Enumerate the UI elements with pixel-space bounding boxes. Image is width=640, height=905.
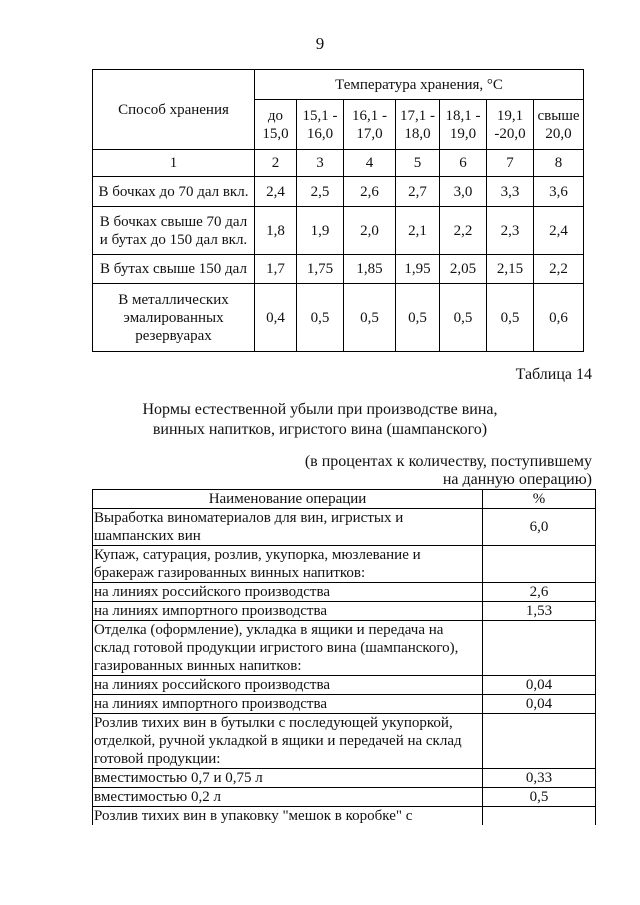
cell-value: 2,7 (396, 177, 440, 207)
column-number: 1 (93, 150, 255, 177)
table-row (93, 807, 596, 826)
range-header: 19,1 -20,0 (487, 100, 534, 150)
page-number: 9 (315, 34, 325, 53)
cell-value: 0,5 (487, 284, 534, 352)
cell-value: 2,5 (297, 177, 344, 207)
cell-value: 0,5 (297, 284, 344, 352)
method-header: Способ хранения (93, 70, 255, 150)
table-row (93, 207, 584, 255)
table-row (93, 284, 584, 352)
operation-name: на линиях российского производства (93, 583, 483, 602)
table-row (93, 509, 596, 546)
percent-value (483, 714, 596, 769)
column-number: 4 (344, 150, 396, 177)
column-number: 2 (255, 150, 297, 177)
cell-value: 1,9 (297, 207, 344, 255)
cell-value: 0,6 (534, 284, 584, 352)
percent-value (483, 807, 596, 826)
table-row (93, 177, 584, 207)
cell-value: 1,85 (344, 255, 396, 284)
percent-header: % (483, 490, 596, 509)
percent-value: 6,0 (483, 509, 596, 546)
row-label: В бочках свыше 70 дал и бутах до 150 дал вкл. (93, 207, 255, 255)
cell-value: 1,8 (255, 207, 297, 255)
cell-value: 3,6 (534, 177, 584, 207)
units-note-line: на данную операцию) (442, 471, 592, 488)
cell-value: 0,5 (440, 284, 487, 352)
cell-value: 0,5 (344, 284, 396, 352)
cell-value: 2,3 (487, 207, 534, 255)
cell-value: 1,75 (297, 255, 344, 284)
column-number: 6 (440, 150, 487, 177)
temperature-header: Температура хранения, °С (255, 70, 584, 100)
percent-value (483, 621, 596, 676)
cell-value: 3,0 (440, 177, 487, 207)
percent-value: 0,5 (483, 788, 596, 807)
range-header: 17,1 - 18,0 (396, 100, 440, 150)
range-header: 16,1 - 17,0 (344, 100, 396, 150)
row-label: В бутах свыше 150 дал (93, 255, 255, 284)
table-row (93, 621, 596, 676)
row-label: В металлических эмалированных резервуарах (93, 284, 255, 352)
natural-loss-table (92, 489, 596, 825)
table-row (93, 583, 596, 602)
range-header: 18,1 - 19,0 (440, 100, 487, 150)
operation-name: Выработка виноматериалов для вин, игристых и шампанских вин (93, 509, 483, 546)
table-row (93, 695, 596, 714)
cell-value: 0,4 (255, 284, 297, 352)
table-row (93, 714, 596, 769)
operation-name: Отделка (оформление), укладка в ящики и передача на склад готовой продукции игристого вина (шампанского), газированных винных напитков: (93, 621, 483, 676)
operation-name: вместимостью 0,7 и 0,75 л (93, 769, 483, 788)
cell-value: 2,15 (487, 255, 534, 284)
cell-value: 1,7 (255, 255, 297, 284)
percent-value (483, 546, 596, 583)
table-row (93, 602, 596, 621)
cell-value: 2,0 (344, 207, 396, 255)
column-number: 7 (487, 150, 534, 177)
cell-value: 3,3 (487, 177, 534, 207)
operation-header: Наименование операции (93, 490, 483, 509)
operation-name: на линиях российского производства (93, 676, 483, 695)
operation-name: Купаж, сатурация, розлив, укупорка, мюзлевание и бракераж газированных винных напитков: (93, 546, 483, 583)
storage-temperature-table (92, 69, 584, 352)
cell-value: 2,05 (440, 255, 487, 284)
column-number: 8 (534, 150, 584, 177)
cell-value: 2,2 (440, 207, 487, 255)
cell-value: 2,2 (534, 255, 584, 284)
cell-value: 2,4 (255, 177, 297, 207)
row-label: В бочках до 70 дал вкл. (93, 177, 255, 207)
percent-value: 2,6 (483, 583, 596, 602)
table-caption: Таблица 14 (515, 366, 592, 383)
table-title (0, 400, 640, 440)
operation-name: Розлив тихих вин в бутылки с последующей укупоркой, отделкой, ручной укладкой в ящики и передачей на склад готовой продукции: (93, 714, 483, 769)
table-row (93, 769, 596, 788)
column-number: 3 (297, 150, 344, 177)
units-note (292, 453, 592, 489)
table-row (93, 255, 584, 284)
range-header: до 15,0 (255, 100, 297, 150)
range-header: свыше 20,0 (534, 100, 584, 150)
percent-value: 0,04 (483, 695, 596, 714)
cell-value: 2,6 (344, 177, 396, 207)
percent-value: 0,04 (483, 676, 596, 695)
table-row (93, 546, 596, 583)
cell-value: 1,95 (396, 255, 440, 284)
percent-value: 0,33 (483, 769, 596, 788)
range-header: 15,1 - 16,0 (297, 100, 344, 150)
percent-value: 1,53 (483, 602, 596, 621)
operation-name: на линиях импортного производства (93, 602, 483, 621)
units-note-line: (в процентах к количеству, поступившему (304, 453, 592, 470)
cell-value: 2,1 (396, 207, 440, 255)
operation-name: Розлив тихих вин в упаковку "мешок в коробке" с (93, 807, 483, 826)
table-row (93, 788, 596, 807)
operation-name: на линиях импортного производства (93, 695, 483, 714)
cell-value: 0,5 (396, 284, 440, 352)
table-row (93, 676, 596, 695)
operation-name: вместимостью 0,2 л (93, 788, 483, 807)
cell-value: 2,4 (534, 207, 584, 255)
table-title-line: Нормы естественной убыли при производстве вина, (142, 401, 498, 418)
table-title-line: винных напитков, игристого вина (шампанского) (152, 421, 488, 438)
column-number: 5 (396, 150, 440, 177)
